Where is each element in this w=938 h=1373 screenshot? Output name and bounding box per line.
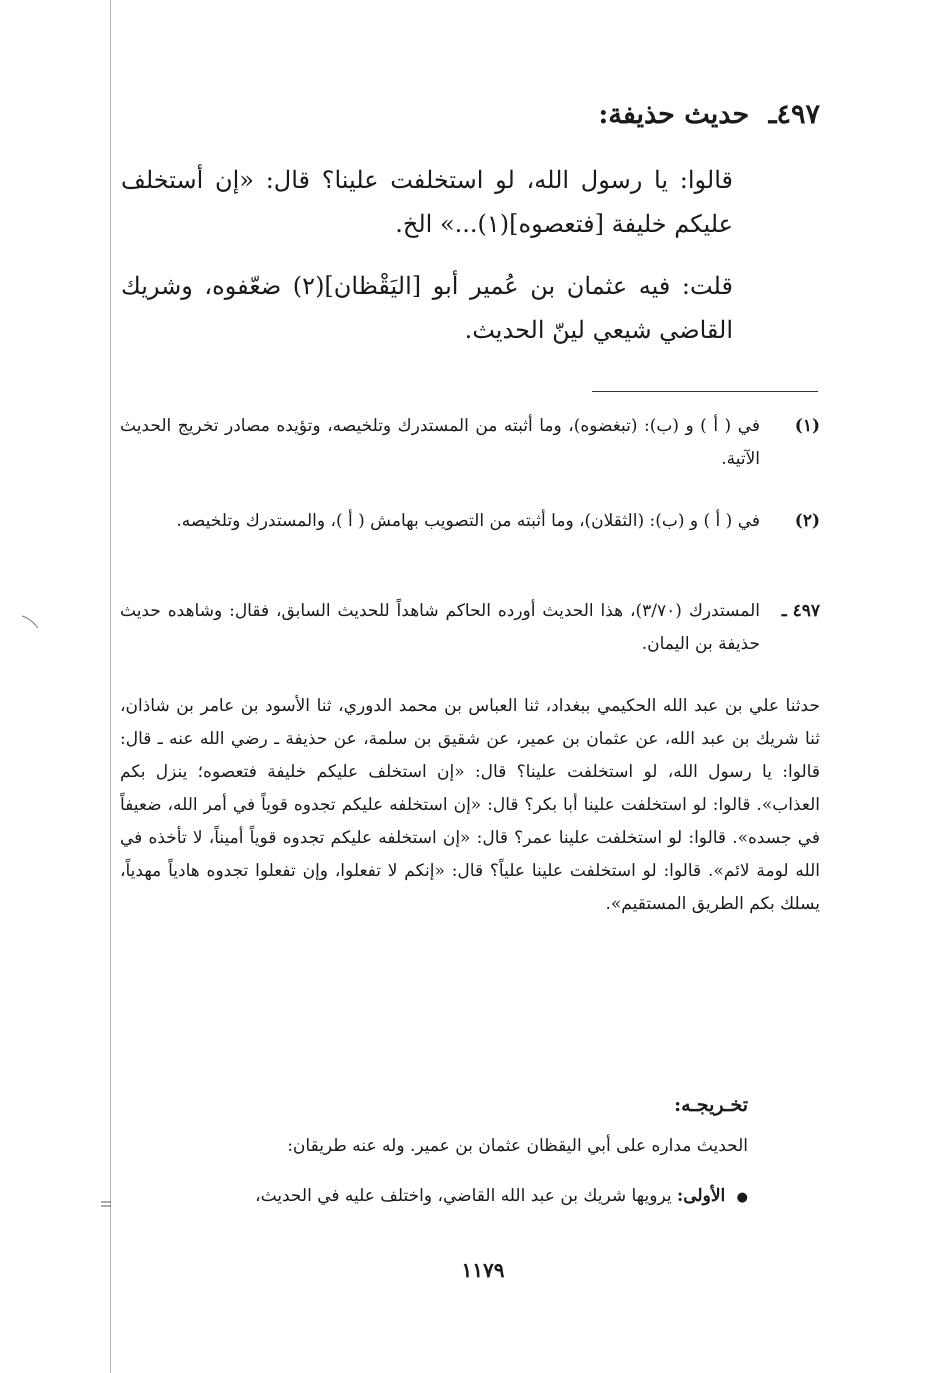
footnote-text: في ( أ ) و (ب): (الثقلان)، وما أثبته من التصويب بهامش ( أ )، والمستدرك وتلخيصه. <box>176 511 760 531</box>
takhrij-intro: الحديث مداره على أبي اليقظان عثمان بن عمير. وله عنه طريقان: <box>287 1136 748 1156</box>
footnote-497 <box>120 595 820 665</box>
takhrij-first-way <box>255 1180 748 1214</box>
isnad-paragraph: حدثنا علي بن عبد الله الحكيمي ببغداد، ثنا العباس بن محمد الدوري، ثنا الأسود بن عامر بن شاذان، ثنا شريك بن عبد الله، عن عثمان بن عمير، عن شقيق بن سلمة، عن حذيفة ـ رضي الله عنه ـ قال: قالوا: يا رسول الله، لو استخلفت علينا؟ قال: «إن استخلف عليكم خليفة فتعصوه؛ ينزل بكم العذاب». قالوا: لو استخلفت علينا أبا بكر؟ قال: «إن استخلفه عليكم تجدوه قوياً في أمر الله، ضعيفاً في جسده». قالوا: لو استخلفت علينا عمر؟ قال: «إن استخلفه عليكم تجدوه قوياً أميناً، لا تأخذه في الله لومة لائم». قالوا: لو استخلفت علينا علياً؟ قال: «إنكم لا تفعلوا، وإن تفعلوا تجدوه هادياً مهدياً، يسلك بكم الطريق المستقيم». <box>120 696 820 914</box>
footnote-label: (١) <box>794 416 820 436</box>
hadith-number: ٤٩٧ـ <box>768 99 820 130</box>
hadith-quote-text: قالوا: يا رسول الله، لو استخلفت علينا؟ قال: «إن أستخلف عليكم خليفة [فتعصوه](١)...» الخ. <box>121 166 733 238</box>
hadith-heading <box>598 92 820 138</box>
hadith-quote <box>121 158 733 246</box>
footnote-label: ٤٩٧ ـ <box>781 601 820 621</box>
first-way-label: الأولى: <box>676 1186 726 1206</box>
bullet-icon: ● <box>736 1190 748 1205</box>
margin-mark-icon <box>100 1198 112 1210</box>
footnote-label: (٢) <box>794 511 820 531</box>
margin-line <box>110 0 111 1373</box>
hadith-comment <box>121 264 733 352</box>
footnote-2 <box>120 505 820 575</box>
hadith-title: حديث حذيفة: <box>598 99 750 130</box>
first-way-text: يرويها شريك بن عبد الله القاضي، واختلف عليه في الحديث، <box>255 1186 672 1206</box>
page-number: ١١٧٩ <box>461 1258 505 1282</box>
footnote-separator <box>592 391 818 392</box>
footnote-1 <box>120 410 820 480</box>
takhrij-heading: تخـريجـه: <box>674 1094 748 1116</box>
margin-stroke-icon <box>20 612 40 632</box>
footnote-text: في ( أ ) و (ب): (تبغضوه)، وما أثبته من المستدرك وتلخيصه، وتؤيده مصادر تخريج الحديث الآتية. <box>120 416 760 469</box>
hadith-comment-text: قلت: فيه عثمان بن عُمير أبو [اليَقْظان](٢) ضعّفوه، وشريك القاضي شيعي لينّ الحديث. <box>121 272 733 344</box>
footnote-text: المستدرك (٣/٧٠)، هذا الحديث أورده الحاكم شاهداً للحديث السابق، فقال: وشاهده حديث حذيفة بن اليمان. <box>120 601 760 654</box>
